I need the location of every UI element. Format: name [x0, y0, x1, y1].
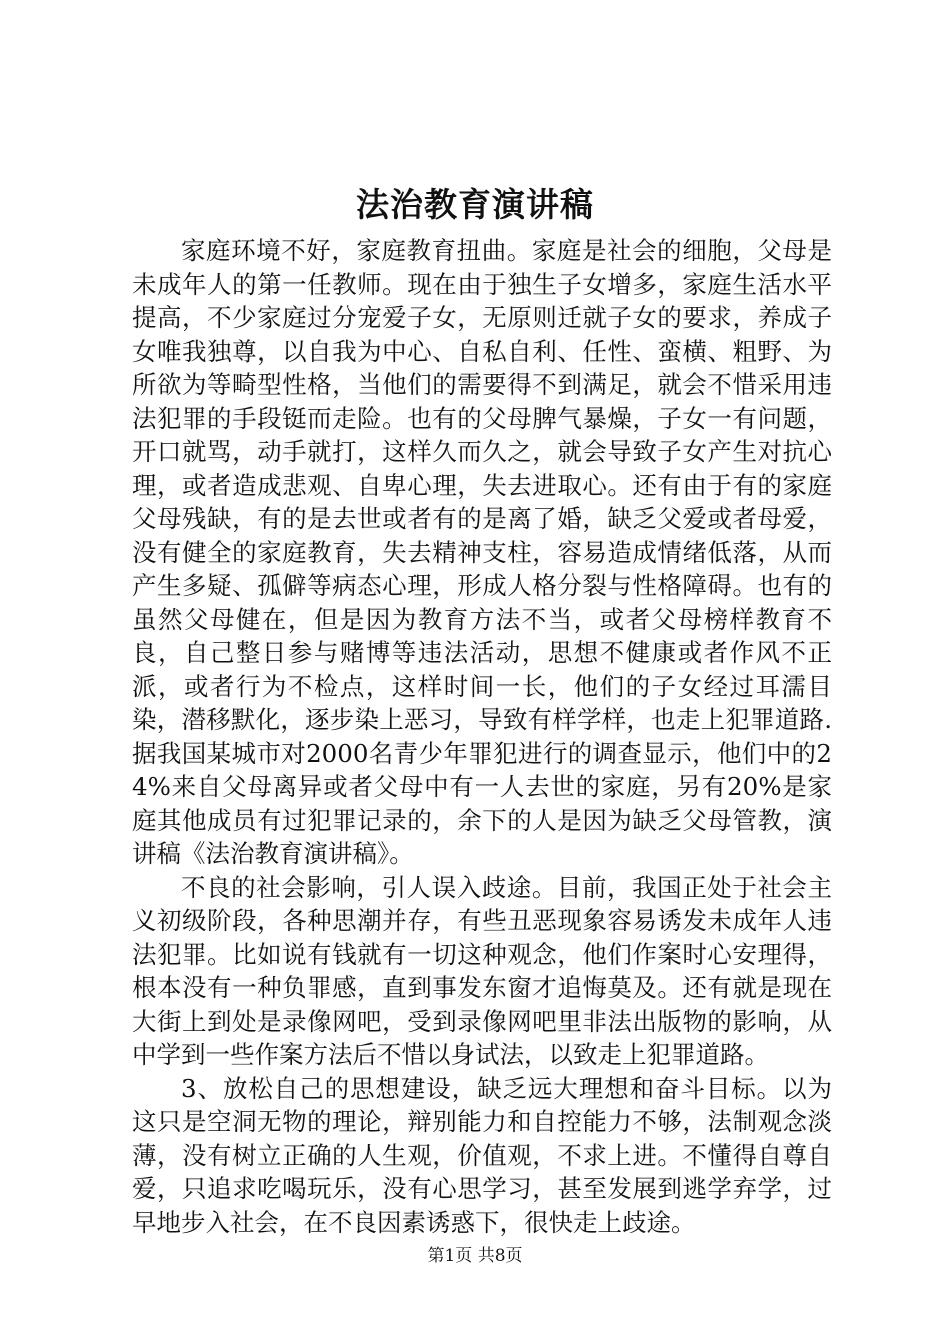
- paragraph-family-environment: 家庭环境不好，家庭教育扭曲。家庭是社会的细胞，父母是未成年人的第一任教师。现在由于独生子女增多，家庭生活水平提高，不少家庭过分宠爱子女，无原则迁就子女的要求，养成子女唯我独尊，以自我为中心、自私自利、任性、蛮横、粗野、为所欲为等畸型性格，当他们的需要得不到满足，就会不惜采用违法犯罪的手段铤而走险。也有的父母脾气暴燥，子女一有问题，开口就骂，动手就打，这样久而久之，就会导致子女产生对抗心理，或者造成悲观、自卑心理，失去进取心。还有由于有的家庭父母残缺，有的是去世或者有的是离了婚，缺乏父爱或者母爱，没有健全的家庭教育，失去精神支柱，容易造成情绪低落，从而产生多疑、孤僻等病态心理，形成人格分裂与性格障碍。也有的虽然父母健在，但是因为教育方法不当，或者父母榜样教育不良，自己整日参与赌博等违法活动，思想不健康或者作风不正派，或者行为不检点，这样时间一长，他们的子女经过耳濡目染，潜移默化，逐步染上恶习，导致有样学样，也走上犯罪道路.据我国某城市对2000名青少年罪犯进行的调查显示，他们中的24%来自父母离异或者父母中有一人去世的家庭，另有20%是家庭其他成员有过犯罪记录的，余下的人是因为缺乏父母管教，演讲稿《法治教育演讲稿》。: [132, 236, 832, 868]
- paragraph-social-influence: 不良的社会影响，引人误入歧途。目前，我国正处于社会主义初级阶段，各种思潮并存，有些丑恶现象容易诱发未成年人违法犯罪。比如说有钱就有一切这种观念，他们作案时心安理得，根本没有一种负罪感，直到事发东窗才追悔莫及。还有就是现在大街上到处是录像网吧，受到录像网吧里非法出版物的影响，从中学到一些作案方法后不惜以身试法，以致走上犯罪道路。: [132, 872, 832, 1069]
- paragraph-ideological-building: 3、放松自己的思想建设，缺乏远大理想和奋斗目标。以为这只是空洞无物的理论，辩别能力和自控能力不够，法制观念淡薄，没有树立正确的人生观，价值观，不求上进。不懂得自尊自爱，只追求吃喝玩乐，没有心思学习，甚至发展到逃学弃学，过早地步入社会，在不良因素诱惑下，很快走上歧途。: [132, 1073, 832, 1237]
- document-body: [132, 234, 832, 1239]
- document-title: 法治教育演讲稿: [356, 185, 594, 224]
- page-footer: 第1页 共8页: [427, 1246, 523, 1266]
